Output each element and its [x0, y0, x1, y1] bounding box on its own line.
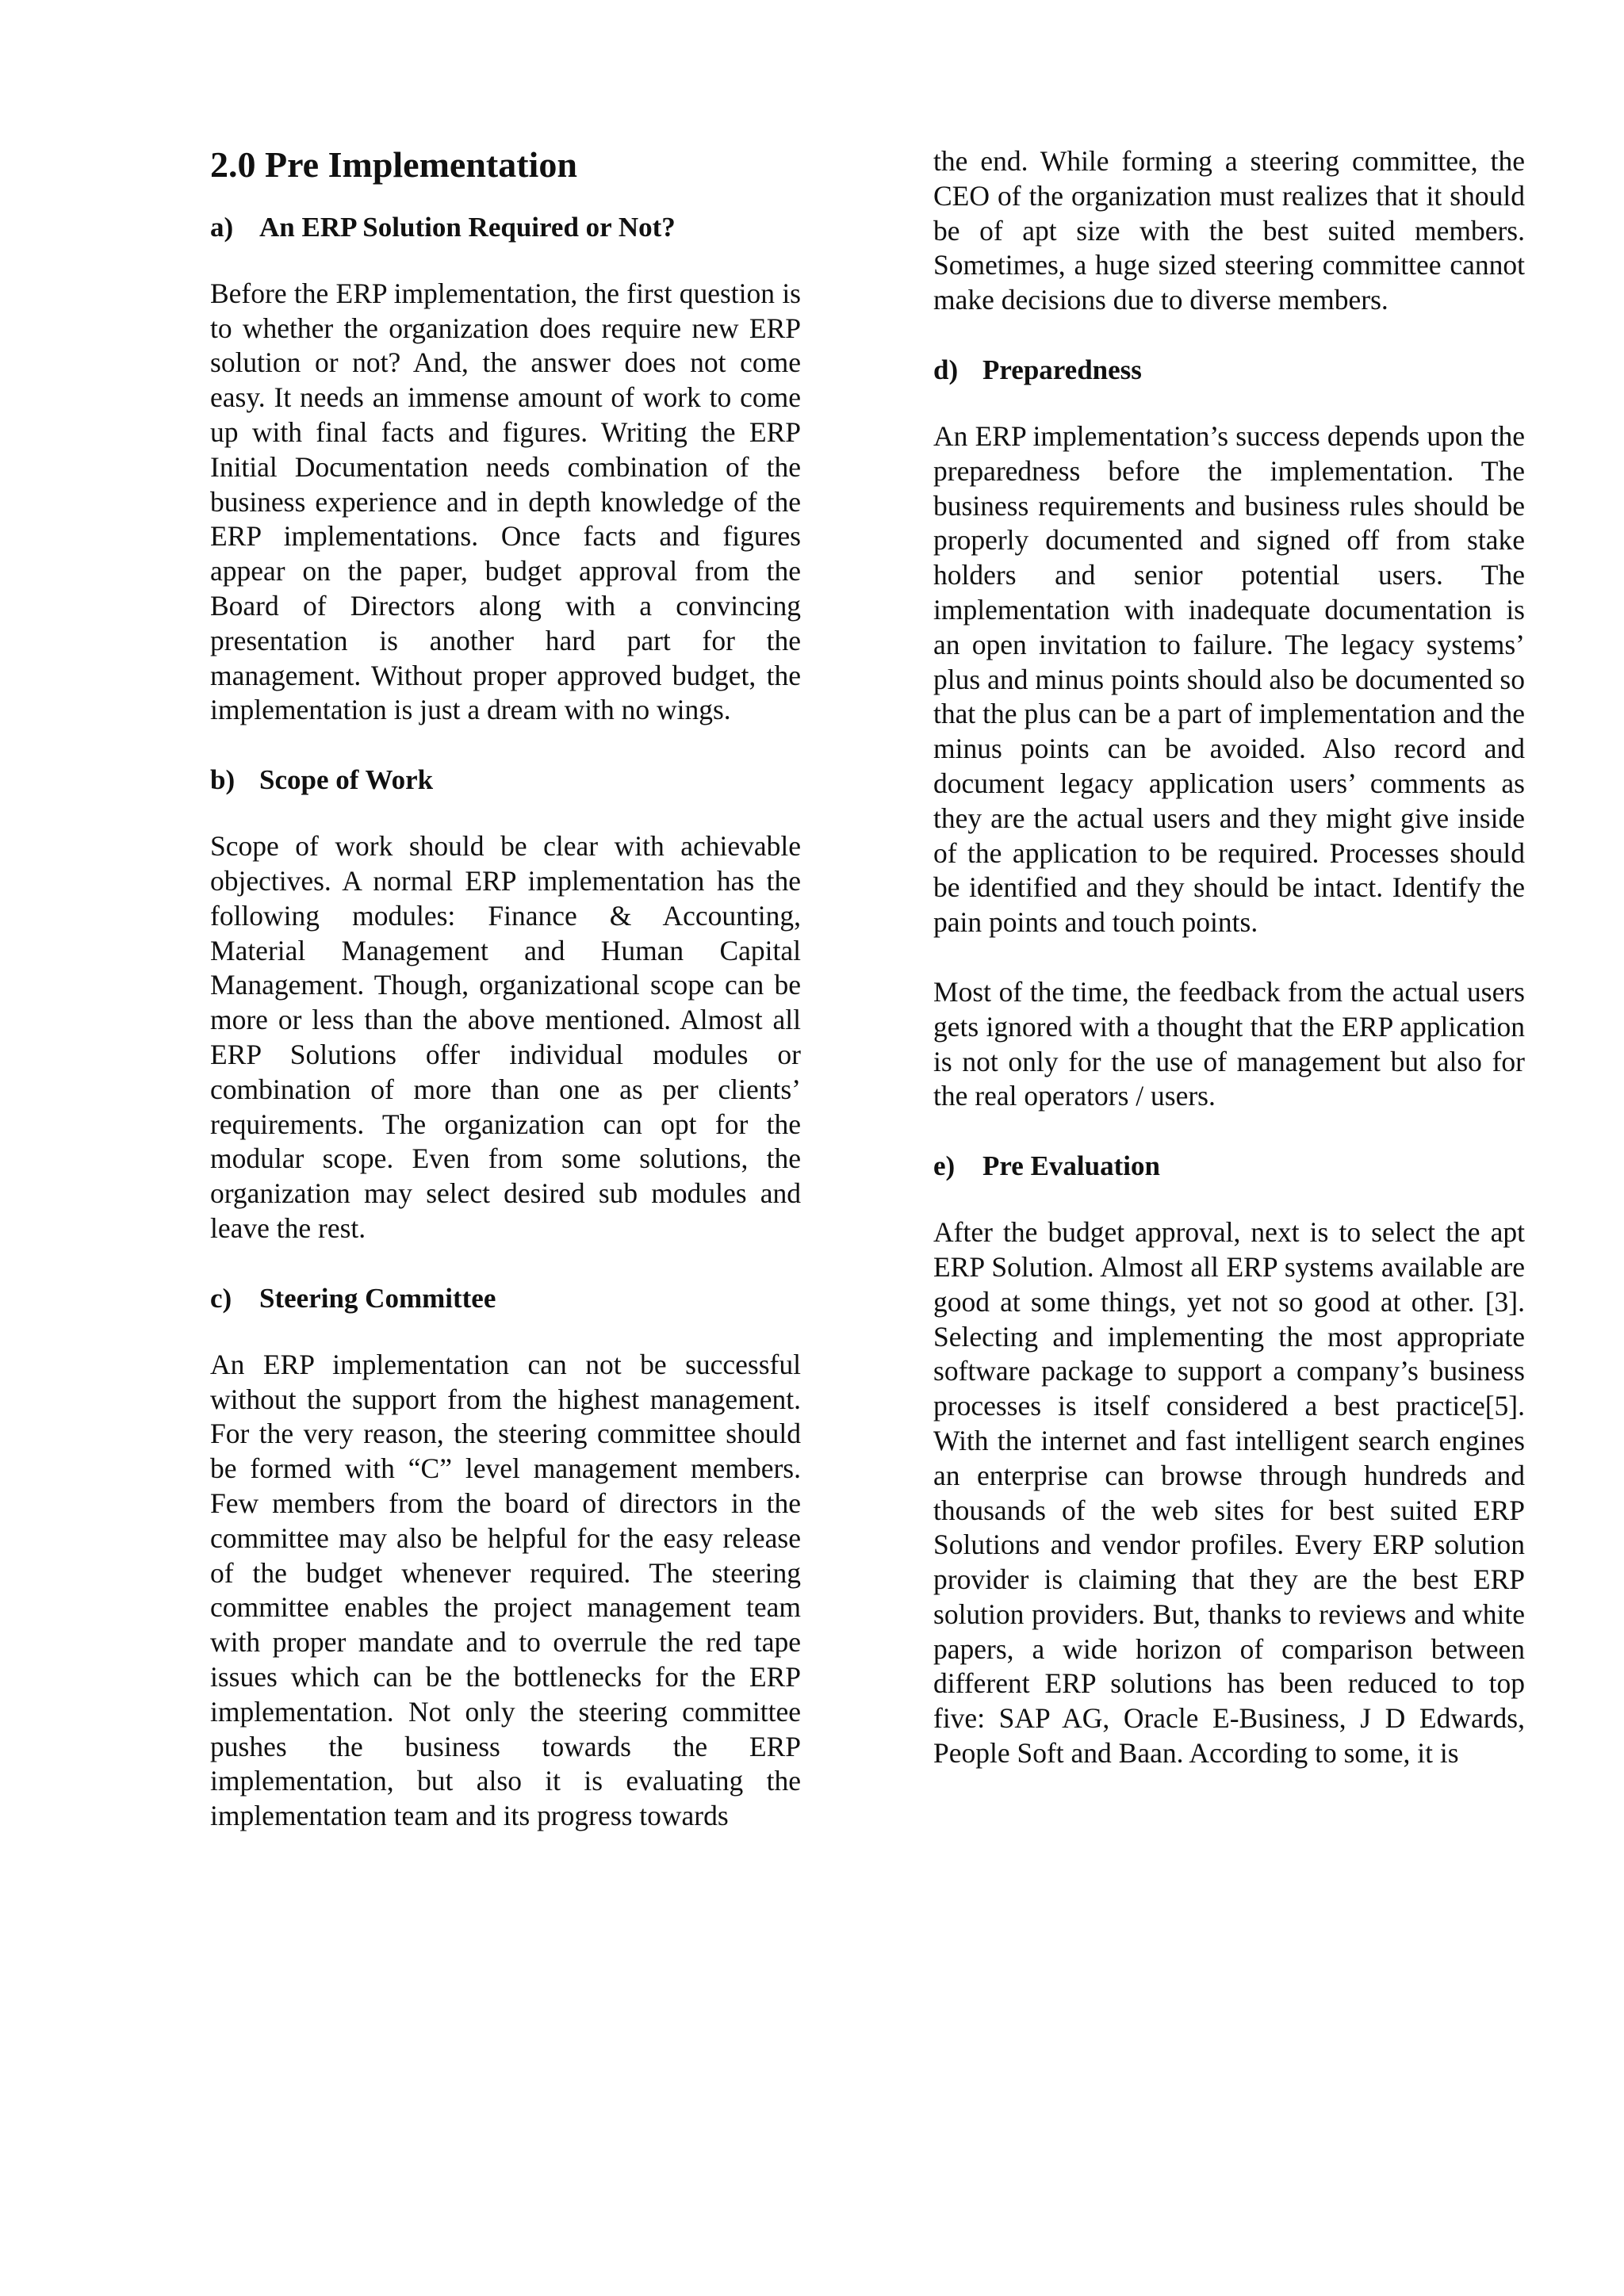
subsection-label: a) — [210, 211, 234, 243]
subsection-label: e) — [933, 1150, 956, 1182]
paragraph-user-feedback: Most of the time, the feedback from the actual users gets ignored with a thought that the ERP application is not only for the use of management but also for the real operators / users. — [933, 975, 1525, 1112]
paragraph-scope-of-work: Scope of work should be clear with achievable objectives. A normal ERP implementation has the following modules: Finance & Accounting, Material Management and Human Capital Management. Though, organizational scope can be more or less than the above mentioned. Almost all ERP Solutions offer individual modules or combination of more than one as per clients’ requirements. The organization can opt for the modular scope. Even from some solutions, the organization may select desired sub modules and leave the rest. — [210, 830, 801, 1245]
paragraph-steering-committee: An ERP implementation can not be successful without the support from the highest management. For the very reason, the steering committee should be formed with “C” level management members. Few members from the board of directors in the committee may also be helpful for the easy release of the budget whenever required. The steering committee enables the project management team with proper mandate and to overrule the red tape issues which can be the bottlenecks for the ERP implementation. Not only the steering committee pushes the business towards the ERP implementation, but also it is evaluating the implementation team and its progress towards — [210, 1348, 801, 1832]
paragraph-pre-evaluation: After the budget approval, next is to select the apt ERP Solution. Almost all ERP systems available are good at some things, yet not so good at other. [3]. Selecting and implementing the most appropriate software package to support a company’s business processes is itself considered a best practice[5]. With the internet and fast intelligent search engines an enterprise can browse through hundreds and thousands of the web sites for best suited ERP Solutions and vendor profiles. Every ERP solution provider is claiming that they are the best ERP solution providers. But, thanks to reviews and white papers, a wide horizon of comparison between different ERP solutions has been reduced to top five: SAP AG, Oracle E-Business, J D Edwards, People Soft and Baan. According to some, it is — [933, 1216, 1525, 1770]
paragraph-preparedness: An ERP implementation’s success depends upon the preparedness before the implementation. The business requirements and business rules should be properly documented and signed off from stake holders and senior potential users. The implementation with inadequate documentation is an open invitation to failure. The legacy systems’ plus and minus points should also be documented so that the plus can be a part of implementation and the minus points can be avoided. Also record and document legacy application users’ comments as they are the actual users and they might give inside of the application to be required. Processes should be identified and they should be intact. Identify the pain points and touch points. — [933, 419, 1525, 939]
section-title: 2.0 Pre Implementation — [210, 144, 577, 185]
subsection-label: d) — [933, 354, 959, 385]
subsection-heading-text: Preparedness — [982, 354, 1142, 385]
subsection-heading-e — [933, 1149, 1525, 1184]
paragraph-erp-required: Before the ERP implementation, the first question is to whether the organization does require new ERP solution or not? And, the answer does not come easy. It needs an immense amount of work to come up with final facts and figures. Writing the ERP Initial Documentation needs combination of the business experience and in depth knowledge of the ERP implementations. Once facts and figures appear on the paper, budget approval from the Board of Directors along with a convincing presentation is another hard part for the management. Without proper approved budget, the implementation is just a dream with no wings. — [210, 277, 801, 726]
paragraph-steering-committee-continued: the end. While forming a steering committee, the CEO of the organization must realizes that it should be of apt size with the best suited members. Sometimes, a huge sized steering committee cannot make decisions due to diverse members. — [933, 145, 1525, 316]
subsection-label: c) — [210, 1282, 232, 1314]
subsection-heading-text: Pre Evaluation — [982, 1150, 1160, 1182]
subsection-heading-text: An ERP Solution Required or Not? — [259, 211, 676, 243]
left-column — [210, 144, 801, 1869]
subsection-heading-text: Scope of Work — [259, 764, 434, 796]
subsection-heading-d — [933, 353, 1525, 388]
subsection-heading-text: Steering Committee — [259, 1282, 496, 1314]
subsection-heading-a — [210, 210, 801, 245]
subsection-heading-c — [210, 1281, 801, 1316]
right-column — [933, 144, 1525, 1806]
subsection-heading-b — [210, 763, 801, 798]
subsection-label: b) — [210, 764, 236, 796]
